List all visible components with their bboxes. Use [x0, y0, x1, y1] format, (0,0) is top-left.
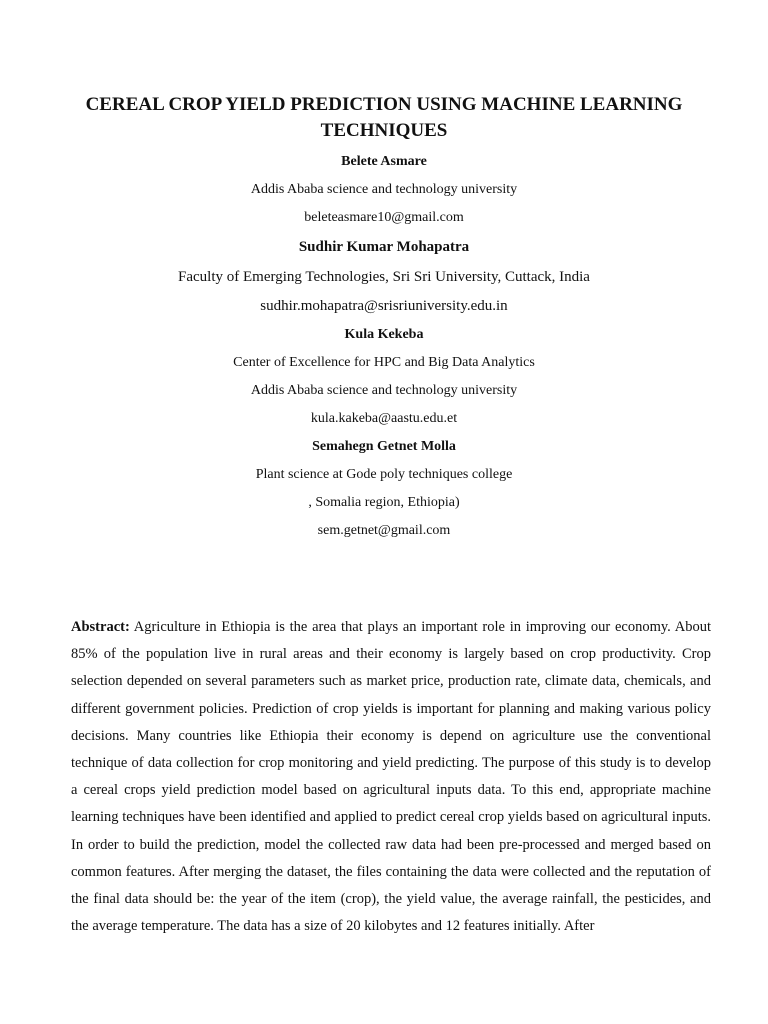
- author-name: Semahegn Getnet Molla: [312, 439, 456, 454]
- abstract-paragraph: [71, 614, 711, 940]
- author-email: kula.kakeba@aastu.edu.et: [310, 411, 458, 426]
- author-affiliation: Center of Excellence for HPC and Big Data Analytics: [233, 355, 535, 370]
- author-affiliation: Faculty of Emerging Technologies, Sri Sri University, Cuttack, India: [178, 269, 590, 285]
- author-name: Belete Asmare: [341, 154, 427, 169]
- abstract-label: Abstract:: [71, 619, 130, 635]
- paper-title-line-1: CEREAL CROP YIELD PREDICTION USING MACHINE LEARNING: [85, 94, 683, 115]
- author-email: sem.getnet@gmail.com: [317, 523, 451, 538]
- abstract-text: Agriculture in Ethiopia is the area that plays an important role in improving our economy. About 85% of the population live in rural areas and their economy is largely based on crop productivity. Crop selection depended on several parameters such as market price, production rate, climate data, chemicals, and different government policies. Prediction of crop yields is important for planning and making various policy decisions. Many countries like Ethiopia their economy is depend on agriculture use the conventional technique of data collection for crop monitoring and yield predicting. The purpose of this study is to develop a cereal crops yield prediction model based on agricultural inputs data. To this end, appropriate machine learning techniques have been identified and applied to predict cereal crop yields based on agricultural inputs. In order to build the prediction, model the collected raw data had been pre-processed and merged based on common features. After merging the dataset, the files containing the data were collected and the reputation of the final data should be: the year of the item (crop), the yield value, the average rainfall, the pesticides, and the average temperature. The data has a size of 20 kilobytes and 12 features initially. After: [71, 619, 711, 935]
- author-email: beleteasmare10@gmail.com: [304, 210, 464, 225]
- paper-title: [40, 92, 728, 144]
- paper-title-line-2: TECHNIQUES: [320, 120, 448, 141]
- author-affiliation: Plant science at Gode poly techniques college: [255, 467, 513, 482]
- author-name: Sudhir Kumar Mohapatra: [298, 239, 470, 255]
- author-name: Kula Kekeba: [344, 327, 424, 342]
- author-affiliation: Addis Ababa science and technology university: [250, 383, 518, 398]
- author-email: sudhir.mohapatra@srisriuniversity.edu.in: [260, 298, 508, 314]
- author-affiliation: , Somalia region, Ethiopia): [308, 495, 460, 510]
- author-affiliation: Addis Ababa science and technology university: [250, 182, 518, 197]
